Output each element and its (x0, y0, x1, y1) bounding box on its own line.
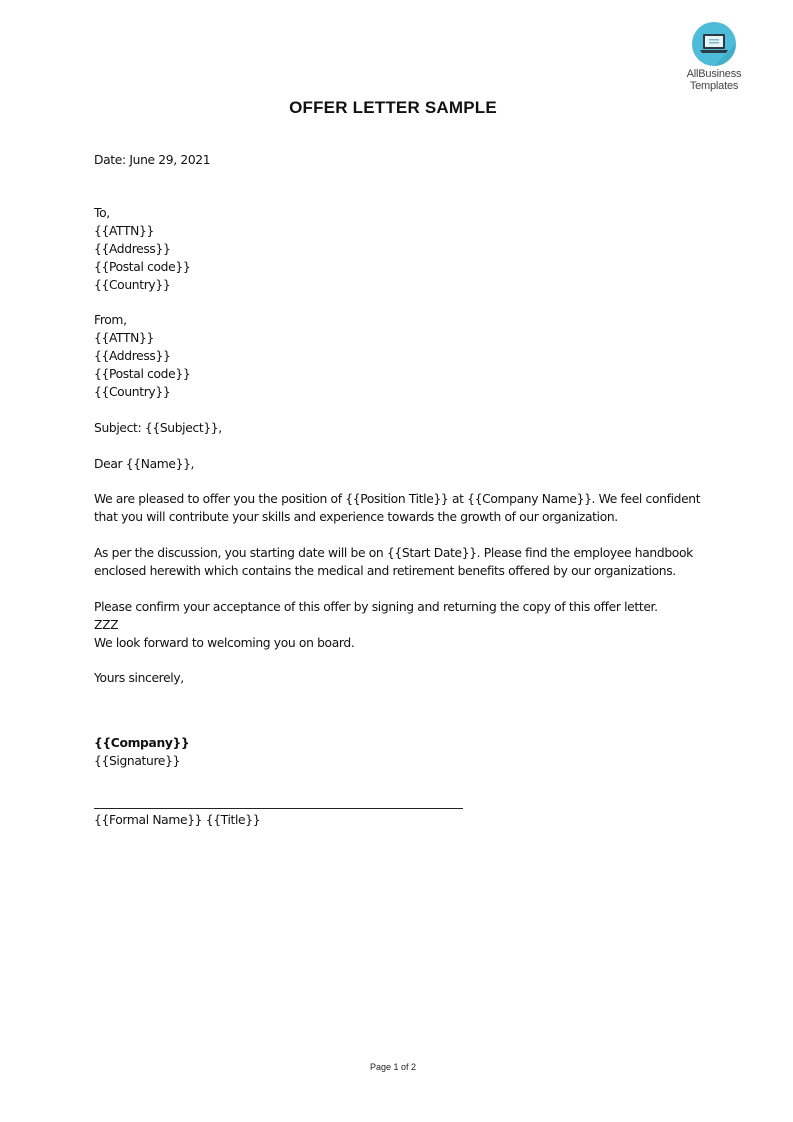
from-address: {{Address}} (94, 349, 171, 363)
paragraph-1-line-1: We are pleased to offer you the position of {{Position Title}} at {{Company Name}}. We feel confident (94, 492, 701, 506)
paragraph-2-line-2: enclosed herewith which contains the medical and retirement benefits offered by our organizations. (94, 564, 676, 578)
to-address: {{Address}} (94, 242, 171, 256)
from-label: From, (94, 313, 127, 327)
brand-name (676, 68, 752, 92)
salutation: Dear {{Name}}, (94, 457, 195, 471)
to-postal-code: {{Postal code}} (94, 260, 191, 274)
formal-name-title: {{Formal Name}} {{Title}} (94, 813, 261, 827)
subject-line: Subject: {{Subject}}, (94, 421, 222, 435)
laptop-icon (692, 22, 736, 66)
to-label: To, (94, 206, 110, 220)
from-attn: {{ATTN}} (94, 331, 154, 345)
date-line: Date: June 29, 2021 (94, 153, 211, 167)
paragraph-2-line-1: As per the discussion, you starting date will be on {{Start Date}}. Please find the employee handbook (94, 546, 693, 560)
signature-line (94, 808, 463, 809)
document-title: OFFER LETTER SAMPLE (289, 98, 497, 117)
to-country: {{Country}} (94, 278, 171, 292)
signature-placeholder: {{Signature}} (94, 754, 181, 768)
brand-logo (676, 22, 752, 92)
page-number: Page 1 of 2 (369, 1062, 417, 1072)
brand-line-2: Templates (689, 80, 739, 92)
closing: Yours sincerely, (94, 671, 184, 685)
paragraph-3-line-1: Please confirm your acceptance of this offer by signing and returning the copy of this offer letter. (94, 600, 658, 614)
brand-line-1: AllBusiness (686, 68, 742, 80)
paragraph-3-line-3: We look forward to welcoming you on board. (94, 636, 355, 650)
from-country: {{Country}} (94, 385, 171, 399)
from-postal-code: {{Postal code}} (94, 367, 191, 381)
paragraph-3-line-2: ZZZ (94, 618, 119, 632)
letter-body (94, 151, 714, 770)
paragraph-1-line-2: that you will contribute your skills and experience towards the growth of our organization. (94, 510, 618, 524)
to-attn: {{ATTN}} (94, 224, 154, 238)
company-name: {{Company}} (94, 736, 190, 750)
